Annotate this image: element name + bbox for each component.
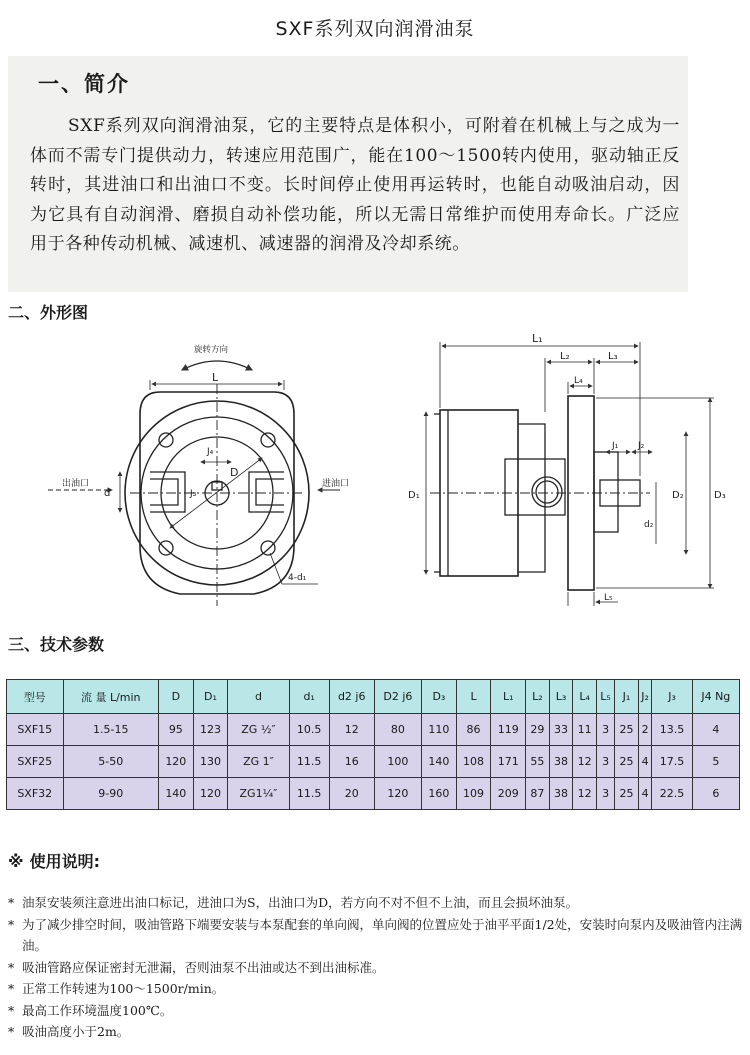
table-cell: 22.5 [652, 778, 692, 810]
table-cell: 109 [456, 778, 491, 810]
table-cell: 29 [526, 714, 550, 746]
table-cell: 12 [573, 746, 597, 778]
table-cell: 20 [329, 778, 374, 810]
list-item: * 为了减少排空时间，吸油管路下端要安装与本泵配套的单向阀，单向阀的位置应处于油平平面1/2处，安装时向泵内及吸油管内注满油。 [8, 914, 743, 957]
rotation-label: 旋转方向 [194, 345, 229, 355]
list-item: * 油泵安装须注意进出油口标记，进油口为S，出油口为D，若方向不对不但不上油，而且会损坏油泵。 [8, 892, 743, 914]
table-row [7, 778, 740, 810]
table-cell: 11 [573, 714, 597, 746]
table-cell: 171 [491, 746, 526, 778]
dim-J4: J₄ [207, 447, 214, 457]
dim-J2: J₂ [638, 441, 645, 451]
outlet-label: 出油口 [62, 479, 90, 489]
table-cell: 9-90 [63, 778, 158, 810]
outline-drawing [0, 322, 750, 627]
inlet-label: 进油口 [322, 479, 350, 489]
table-cell: 6 [692, 778, 739, 810]
column-header: D₃ [422, 680, 457, 714]
table-cell: 38 [549, 746, 573, 778]
table-cell: 120 [158, 746, 193, 778]
specs-heading: 三、技术参数 [8, 635, 105, 654]
list-item: * 正常工作转速为100～1500r/min。 [8, 978, 743, 1000]
note-mark: ※ [8, 852, 24, 871]
list-item: * 吸油管路应保证密封无泄漏，否则油泵不出油或达不到出油标准。 [8, 957, 743, 979]
table-cell: 108 [456, 746, 491, 778]
table-cell: 140 [158, 778, 193, 810]
table-cell: ZG 1″ [228, 746, 289, 778]
column-header: d [228, 680, 289, 714]
table-cell: 55 [526, 746, 550, 778]
table-cell: 16 [329, 746, 374, 778]
dim-D3: D₃ [714, 490, 726, 501]
table-cell: 140 [422, 746, 457, 778]
table-cell: SXF25 [7, 746, 64, 778]
table-cell: 12 [329, 714, 374, 746]
dim-J3: J₃ [190, 489, 197, 499]
usage-heading [8, 849, 100, 872]
table-cell: 100 [374, 746, 421, 778]
table-cell: 25 [615, 778, 639, 810]
front-view [48, 361, 340, 606]
table-cell: 12 [573, 778, 597, 810]
table-cell: 87 [526, 778, 550, 810]
dim-D1: D₁ [408, 490, 420, 501]
intro-heading: 一、简介 [38, 72, 130, 96]
column-header: 型号 [7, 680, 64, 714]
table-cell: SXF15 [7, 714, 64, 746]
table-cell: 2 [638, 714, 652, 746]
table-cell: 13.5 [652, 714, 692, 746]
table-cell: ZG1¼″ [228, 778, 289, 810]
table-cell: 1.5-15 [63, 714, 158, 746]
table-cell: 11.5 [289, 746, 329, 778]
column-header: J₃ [652, 680, 692, 714]
table-cell: 3 [596, 746, 614, 778]
column-header: L₂ [526, 680, 550, 714]
dim-d2: d₂ [644, 520, 654, 530]
list-item: * 吸油高度小于2m。 [8, 1021, 743, 1043]
table-row [7, 714, 740, 746]
dim-L5: L₅ [604, 593, 613, 603]
column-header: J₂ [638, 680, 652, 714]
table-cell: SXF32 [7, 778, 64, 810]
column-header: L₃ [549, 680, 573, 714]
table-cell: 119 [491, 714, 526, 746]
outline-heading: 二、外形图 [8, 303, 89, 322]
table-cell: 80 [374, 714, 421, 746]
column-header: d2 j6 [329, 680, 374, 714]
column-header: L₁ [491, 680, 526, 714]
table-cell: 5-50 [63, 746, 158, 778]
table-cell: 10.5 [289, 714, 329, 746]
table-cell: 17.5 [652, 746, 692, 778]
column-header: L₄ [573, 680, 597, 714]
table-cell: 160 [422, 778, 457, 810]
list-item: * 最高工作环境温度100℃。 [8, 1000, 743, 1022]
table-cell: 4 [692, 714, 739, 746]
column-header: D2 j6 [374, 680, 421, 714]
table-cell: 123 [193, 714, 228, 746]
table-cell: 86 [456, 714, 491, 746]
intro-paragraph [30, 112, 680, 260]
table-row [7, 746, 740, 778]
dim-L: L [212, 371, 219, 384]
column-header: J₁ [615, 680, 639, 714]
dim-L4: L₄ [574, 376, 583, 386]
table-cell: 95 [158, 714, 193, 746]
column-header: L₅ [596, 680, 614, 714]
column-header: D₁ [193, 680, 228, 714]
table-cell: 25 [615, 746, 639, 778]
dim-L3: L₃ [608, 351, 618, 362]
column-header: J4 Ng [692, 680, 739, 714]
dim-D: D [230, 466, 239, 479]
dim-L2: L₂ [560, 351, 570, 362]
dim-J1: J₁ [612, 441, 619, 451]
spec-table [6, 679, 740, 810]
table-cell: 110 [422, 714, 457, 746]
usage-list [8, 892, 743, 1043]
page-title: SXF系列双向润滑油泵 [275, 18, 475, 40]
table-cell: 4 [638, 746, 652, 778]
table-cell: 38 [549, 778, 573, 810]
column-header: L [456, 680, 491, 714]
table-cell: 5 [692, 746, 739, 778]
dim-d: d [104, 488, 111, 499]
table-cell: 3 [596, 714, 614, 746]
table-cell: 120 [193, 778, 228, 810]
dim-D2: D₂ [672, 490, 684, 501]
dim-hole: 4-d₁ [288, 573, 307, 583]
table-cell: 25 [615, 714, 639, 746]
table-cell: ZG ½″ [228, 714, 289, 746]
table-cell: 33 [549, 714, 573, 746]
column-header: D [158, 680, 193, 714]
table-header-row [7, 680, 740, 714]
column-header: 流 量 L/min [63, 680, 158, 714]
intro-text: SXF系列双向润滑油泵，它的主要特点是体积小，可附着在机械上与之成为一体而不需专门提供动力，转速应用范围广，能在100～1500转内使用，驱动轴正反转时，其进油口和出油口不变。长时间停止使用再运转时，也能自动吸油启动，因为它具有自动润滑、磨损自动补偿功能，所以无需日常维护而使用寿命长。广泛应用于各种传动机械、减速机、减速器的润滑及冷却系统。 [30, 116, 680, 254]
table-cell: 209 [491, 778, 526, 810]
table-cell: 3 [596, 778, 614, 810]
dim-L1: L₁ [532, 332, 543, 345]
table-cell: 4 [638, 778, 652, 810]
table-cell: 130 [193, 746, 228, 778]
usage-heading-text: 使用说明: [29, 852, 100, 871]
side-view [426, 342, 714, 606]
column-header: d₁ [289, 680, 329, 714]
table-cell: 11.5 [289, 778, 329, 810]
table-cell: 120 [374, 778, 421, 810]
